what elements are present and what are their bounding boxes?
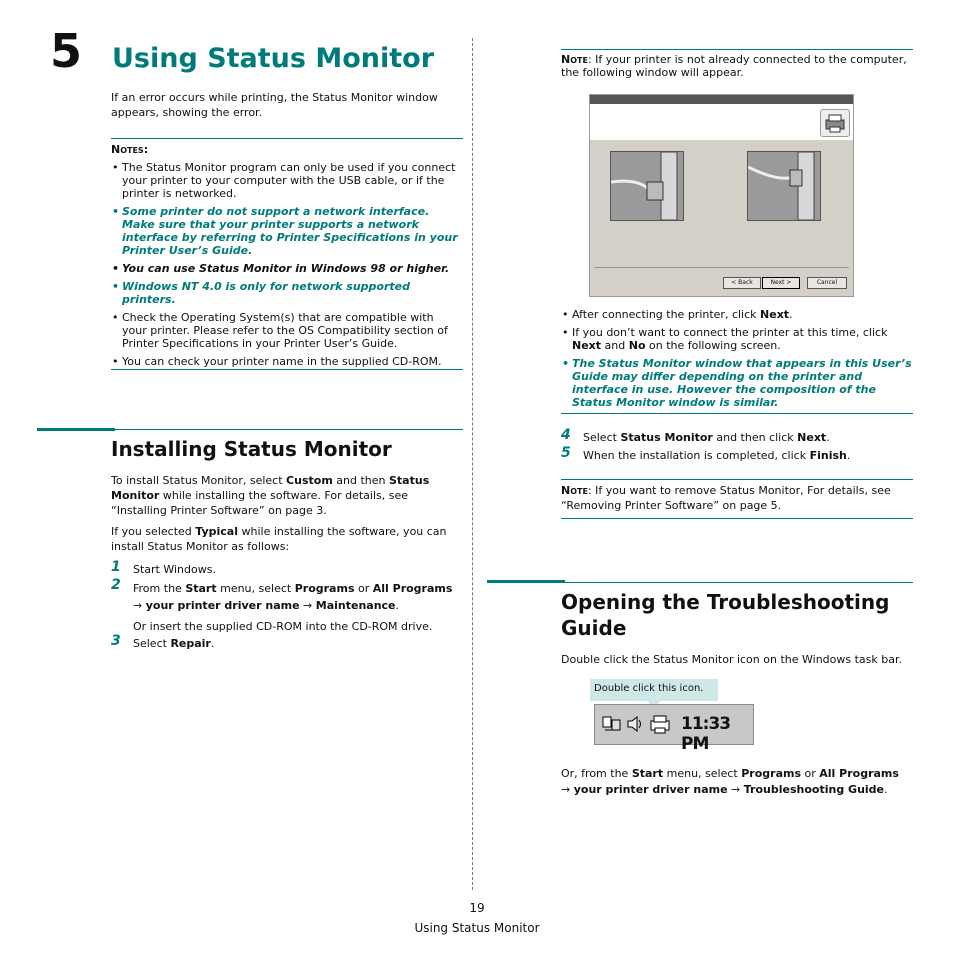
cable-image-right (747, 151, 821, 221)
network-icon[interactable] (601, 714, 623, 734)
cancel-button[interactable]: Cancel (807, 277, 847, 289)
notes-bottom-rule (111, 369, 463, 370)
note-remove: Note: If you want to remove Status Monitor, For details, see “Removing Printer Software” on page 5. (561, 484, 891, 512)
note-item: • Some printer do not support a network interface. Make sure that your printer supports a network interface by referring to Printer Specifications in your Printer User’s Guide. (111, 205, 461, 257)
section-bar (487, 580, 565, 583)
note-remove-top-rule (561, 479, 913, 480)
footer-title: Using Status Monitor (414, 921, 540, 935)
notes-top-rule (111, 138, 463, 139)
dialog-header (590, 104, 853, 140)
section-title-troubleshooting: Opening the Troubleshooting Guide (561, 590, 890, 640)
note-item: • The Status Monitor program can only be used if you connect your printer to your computer with the USB cable, or if the printer is networked. (111, 161, 461, 200)
status-monitor-icon[interactable] (648, 713, 672, 735)
callout-label: Double click this icon. (590, 679, 718, 701)
step-2: 2 From the Start menu, select Programs or All Programs → your printer driver name → Maintenance. (111, 577, 453, 612)
column-divider (472, 38, 473, 890)
step-5: 5 When the installation is completed, click Finish. (561, 445, 851, 462)
step-4: 4 Select Status Monitor and then click Next. (561, 427, 830, 444)
section-rule (115, 429, 463, 430)
installing-paragraph-2: If you selected Typical while installing the software, you can install Status Monitor as follows: (111, 525, 447, 553)
dialog-separator (594, 267, 849, 268)
note-item: • You can check your printer name in the supplied CD-ROM. (111, 355, 461, 368)
troubleshoot-paragraph-2: Or, from the Start menu, select Programs or All Programs → your printer driver name → Troubleshooting Guide. (561, 767, 899, 796)
note-remove-bottom-rule (561, 518, 913, 519)
chapter-title: Using Status Monitor (112, 43, 435, 74)
note-item: • Check the Operating System(s) that are compatible with your printer. Please refer to the OS Compatibility section of Printer Specifications in your Printer User’s Guide. (111, 311, 461, 350)
note-item: • You can use Status Monitor in Windows 98 or higher. (111, 262, 461, 275)
printer-icon (820, 109, 850, 137)
after-item: • The Status Monitor window that appears in this User’s Guide may differ depending on the printer and interface in use. However the composition of the Status Monitor window is similar. (561, 357, 913, 409)
after-connect-list (561, 308, 913, 414)
section-title-installing: Installing Status Monitor (111, 437, 392, 461)
intro-text: If an error occurs while printing, the Status Monitor window appears, showing the error. (111, 91, 438, 119)
installing-paragraph-1: To install Status Monitor, select Custom and then Status Monitor while installing the software. For details, see “Installing Printer Software” on page 3. (111, 474, 430, 517)
step-1: 1 Start Windows. (111, 559, 216, 576)
section-bar (37, 428, 115, 431)
note-top-rule (561, 49, 913, 50)
after-item: • After connecting the printer, click Next. (561, 308, 913, 321)
note-connect: Note: If your printer is not already connected to the computer, the following window will appear. (561, 53, 907, 79)
troubleshoot-paragraph-1: Double click the Status Monitor icon on the Windows task bar. (561, 653, 902, 666)
step-2-alt: Or insert the supplied CD-ROM into the CD-ROM drive. (133, 620, 433, 633)
dialog-titlebar (590, 95, 853, 104)
note-item: • Windows NT 4.0 is only for network supported printers. (111, 280, 461, 306)
back-button[interactable]: < Back (723, 277, 761, 289)
speaker-icon[interactable] (625, 714, 645, 734)
after-item: • If you don’t want to connect the printer at this time, click Next and No on the following screen. (561, 326, 913, 352)
clock-display[interactable]: 11:33 PM (681, 714, 731, 754)
step-3: 3 Select Repair. (111, 633, 215, 650)
page-number: 19 (469, 901, 485, 915)
after-list-rule (561, 413, 913, 414)
cable-image-left (610, 151, 684, 221)
connect-dialog-screenshot (589, 94, 854, 297)
notes-label: Notes: (111, 143, 149, 156)
next-button[interactable]: Next > (762, 277, 800, 289)
section-rule (565, 582, 913, 583)
chapter-number: 5 (50, 24, 83, 78)
notes-list (111, 161, 461, 373)
taskbar-tray (594, 704, 754, 754)
